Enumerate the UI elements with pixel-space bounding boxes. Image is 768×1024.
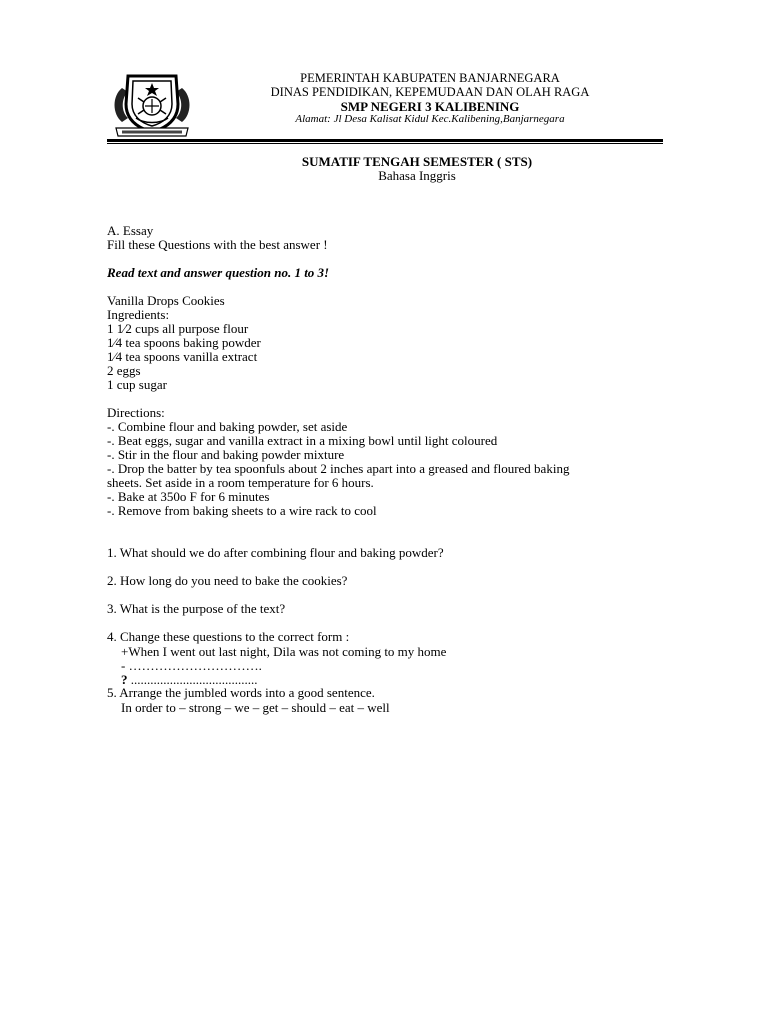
question-5-jumbled-words: In order to – strong – we – get – should – eat – well [121, 700, 390, 715]
header-divider-thick [107, 139, 663, 142]
reading-instruction: Read text and answer question no. 1 to 3! [107, 265, 330, 280]
regency-crest-icon [108, 68, 196, 140]
question-1: 1. What should we do after combining flour and baking powder? [107, 545, 444, 560]
direction-step: -. Stir in the flour and baking powder mixture [107, 447, 345, 462]
header-government-line: PEMERINTAH KABUPATEN BANJARNEGARA [300, 71, 560, 85]
question-3: 3. What is the purpose of the text? [107, 601, 286, 616]
ingredient-item: 1⁄4 tea spoons vanilla extract [107, 349, 258, 364]
section-heading: A. Essay [107, 223, 154, 238]
header-department-line: DINAS PENDIDIKAN, KEPEMUDAAN DAN OLAH RAGA [270, 85, 590, 99]
direction-step: -. Bake at 350o F for 6 minutes [107, 489, 270, 504]
recipe-title: Vanilla Drops Cookies [107, 293, 225, 308]
direction-step: -. Remove from baking sheets to a wire rack to cool [107, 503, 377, 518]
question-mark-label: ? [121, 672, 128, 687]
question-2: 2. How long do you need to bake the cookies? [107, 573, 348, 588]
section-instruction: Fill these Questions with the best answer ! [107, 237, 328, 252]
ingredient-item: 1 cup sugar [107, 377, 167, 392]
question-4: 4. Change these questions to the correct form : [107, 629, 350, 644]
question-5: 5. Arrange the jumbled words into a good sentence. [107, 685, 375, 700]
question-4-negative-blank: - …………………………. [121, 658, 262, 673]
direction-step: -. Beat eggs, sugar and vanilla extract in a mixing bowl until light coloured [107, 433, 498, 448]
directions-label: Directions: [107, 405, 165, 420]
header-school-name: SMP NEGERI 3 KALIBENING [340, 99, 520, 114]
header-divider-thin [107, 143, 663, 144]
direction-step: -. Combine flour and baking powder, set aside [107, 419, 348, 434]
question-4-sentence: +When I went out last night, Dila was not coming to my home [121, 644, 447, 659]
exam-subject: Bahasa Inggris [378, 168, 456, 183]
ingredients-label: Ingredients: [107, 307, 170, 322]
ingredient-item: 2 eggs [107, 363, 141, 378]
direction-step-continued: sheets. Set aside in a room temperature for 6 hours. [107, 475, 374, 490]
ingredient-item: 1 1⁄2 cups all purpose flour [107, 321, 249, 336]
exam-title: SUMATIF TENGAH SEMESTER ( STS) [301, 154, 533, 169]
question-4-dots: ....................................... [127, 672, 258, 687]
header-address: Alamat: Jl Desa Kalisat Kidul Kec.Kalibening,Banjarnegara [295, 113, 565, 125]
direction-step: -. Drop the batter by tea spoonfuls about 2 inches apart into a greased and floured baking [107, 461, 570, 476]
ingredient-item: 1⁄4 tea spoons baking powder [107, 335, 261, 350]
